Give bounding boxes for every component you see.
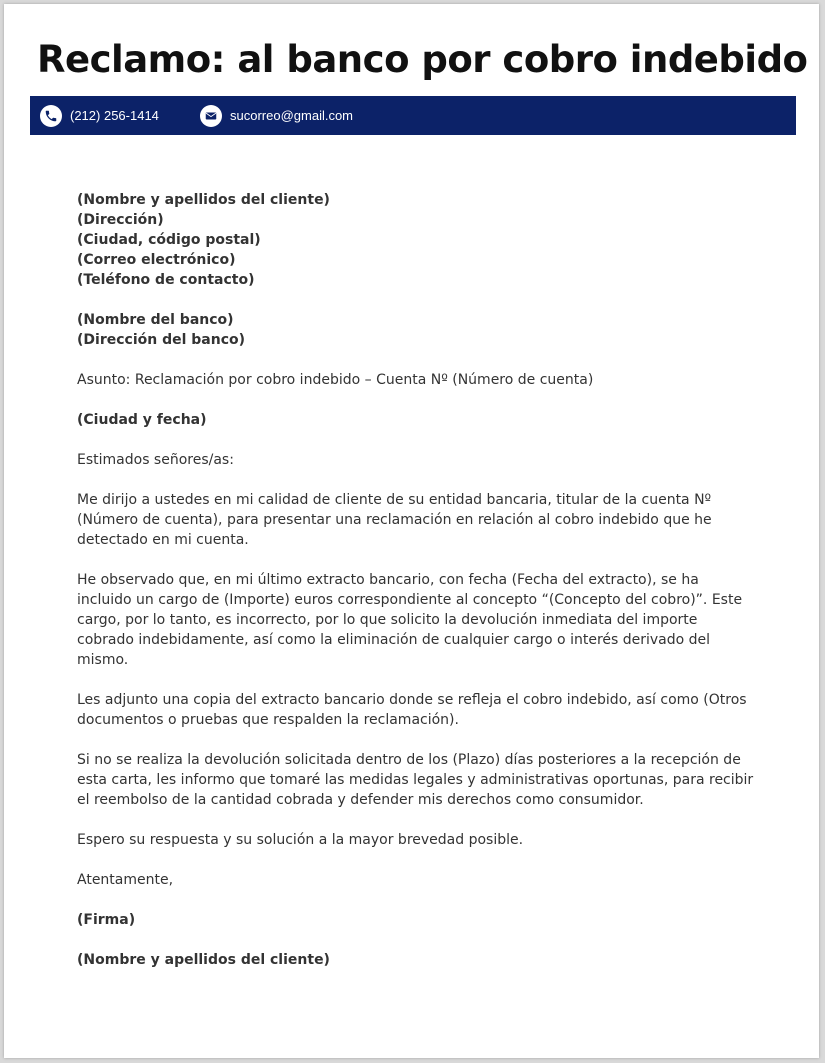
sender-name: (Nombre y apellidos del cliente)	[77, 192, 330, 208]
letter-body	[77, 190, 757, 970]
closing: Atentamente,	[77, 872, 174, 888]
subject-line: Asunto: Reclamación por cobro indebido – Cuenta Nº (Número de cuenta)	[77, 372, 594, 388]
contact-bar	[30, 96, 796, 135]
sender-email: (Correo electrónico)	[77, 252, 236, 268]
contact-email	[200, 96, 353, 135]
contact-phone	[40, 96, 159, 135]
email-address: sucorreo@gmail.com	[230, 108, 354, 123]
bank-address: (Dirección del banco)	[77, 332, 246, 348]
bank-name: (Nombre del banco)	[77, 312, 234, 328]
page-title: Reclamo: al banco por cobro indebido	[37, 38, 808, 81]
sender-address: (Dirección)	[77, 212, 164, 228]
paragraph-charge: He observado que, en mi último extracto bancario, con fecha (Fecha del extracto), se ha incluido un cargo de (Importe) euros correspondiente al concepto “(Concepto del cobro)”. Este cargo, por lo tanto, es incorrecto, por lo que solicito la devolución inmediata del importe cobrado indebidamente, así como la eliminación de cualquier cargo o interés derivado del mismo.	[77, 572, 743, 668]
paragraph-deadline: Si no se realiza la devolución solicitada dentro de los (Plazo) días posteriores a la recepción de esta carta, les informo que tomaré las medidas legales y administrativas oportunas, para recibir el reembolso de la cantidad cobrada y defender mis derechos como consumidor.	[77, 752, 754, 808]
phone-icon	[40, 105, 62, 127]
place-date: (Ciudad y fecha)	[77, 412, 207, 428]
phone-number: (212) 256-1414	[70, 108, 159, 123]
paragraph-attachment: Les adjunto una copia del extracto bancario donde se refleja el cobro indebido, así como (Otros documentos o pruebas que respalden la reclamación).	[77, 692, 747, 728]
paragraph-intro: Me dirijo a ustedes en mi calidad de cliente de su entidad bancaria, titular de la cuenta Nº (Número de cuenta), para presentar una reclamación en relación al cobro indebido que he detectado en mi cuenta.	[77, 492, 712, 548]
signature: (Firma)	[77, 912, 136, 928]
sender-phone: (Teléfono de contacto)	[77, 272, 255, 288]
envelope-icon	[200, 105, 222, 127]
letter-page	[4, 4, 819, 1058]
sender-city: (Ciudad, código postal)	[77, 232, 261, 248]
greeting: Estimados señores/as:	[77, 452, 234, 468]
paragraph-response: Espero su respuesta y su solución a la mayor brevedad posible.	[77, 832, 524, 848]
signer-name: (Nombre y apellidos del cliente)	[77, 952, 330, 968]
